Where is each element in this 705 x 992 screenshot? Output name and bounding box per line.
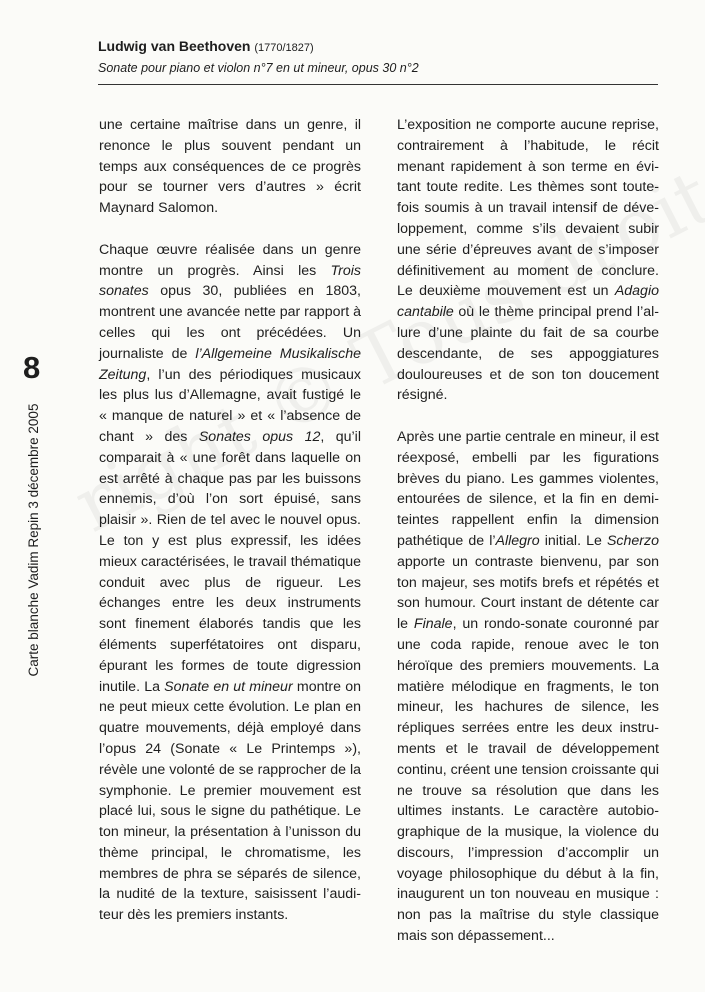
composer-heading xyxy=(98,36,658,58)
left-paragraph-2 xyxy=(99,240,361,926)
italic-run: l’Allgemeine Musikalische Zeitung xyxy=(99,345,361,383)
text-run: où le thème principal prend l’allure d’une plainte du fait de sa courbe descendante, de ses appoggiatures douloureuses et de son ton doucement résigné. xyxy=(397,304,659,404)
right-paragraph-1 xyxy=(397,115,659,406)
italic-run: Sonates opus 12 xyxy=(198,428,321,445)
right-paragraph-2 xyxy=(397,427,659,947)
italic-run: Trois sonates xyxy=(99,262,361,300)
page-header xyxy=(98,36,658,78)
text-run: L’exposition ne comporte aucune reprise, contrairement à l’habitude, le récit menant rapidement à son terme en évitant toute redite. Les thèmes sont toutefois soumis à un travail intensif de développement, comme s’ils devaient subir une série d’épreuves avant de s’imposer définitivement au moment de conclure. Le deuxième mouvement est un xyxy=(397,117,659,300)
italic-run: Allegro xyxy=(495,532,540,549)
text-run: Après une partie centrale en mineur, il est réexposé, embelli par les figurations brèves du piano. Les gammes violentes, entourées de silence, et la fin en demiteintes rappellent enfin la dimension pathétique de l’ xyxy=(397,428,659,549)
text-run: , un rondo-sonate couronné par une coda rapide, renoue avec le ton héroïque des premiers mouvements. La matière mélodique en fragments, le ton mineur, les hachures de silence, les répliques serrées entre les deux instruments et le travail de développement continu, créent une tension croissante qui ne trouve sa résolution que dans les ultimes instants. Le caractère autobiographique de la musique, la violence du discours, l’impression d’accomplir un voyage philosophique du début à la fin, inaugurent un ton nouveau en musique : non pas la maîtrise du style classique mais son dépassement... xyxy=(397,616,660,945)
side-caption: Carte blanche Vadim Repin 3 décembre 2005 xyxy=(26,403,41,677)
composer-dates: (1770/1827) xyxy=(254,42,314,54)
text-run: initial. Le xyxy=(539,532,607,549)
text-run: opus 30, publiées en 1803, montrent une avancée nette par rapport à celles qui les ont précédées. Un journaliste de xyxy=(99,283,361,362)
text-run: Chaque œuvre réalisée dans un genre montre un progrès. Ainsi les xyxy=(99,241,361,279)
text-run: , qu’il comparait à « une forêt dans laquelle on est arrêté à chaque pas par les buissons ennemis, d’où l’on sort épuisé, sans plaisir ». Rien de tel avec le nouvel opus. Le ton y est plus expressif, les idées mieux caractérisées, le travail thématique conduit avec plus de rigueur. Les échanges entre les deux instruments sont finement élaborés tandis que les éléments superfétatoires ont disparu, épurant les formes de toute digression inutile. La xyxy=(99,428,361,695)
text-run: montre on ne peut mieux cette évolution. Le plan en quatre mouvements, déjà employé dans l’opus 24 (Sonate « Le Printemps »), révèle une volonté de se rapprocher de la symphonie. Le premier mouvement est placé lui, sous le signe du pathétique. Le ton mineur, la présentation à l’unisson du thème principal, le chromatisme, les membres de phra se séparés de silence, la nudité de la texture, saisissent l’auditeur dès les premiers instants. xyxy=(99,678,361,924)
header-rule xyxy=(98,84,658,85)
work-title: Sonate pour piano et violon n°7 en ut mineur, opus 30 n°2 xyxy=(98,61,419,75)
italic-run: Sonate en ut mineur xyxy=(164,678,293,695)
italic-run: Adagio cantabile xyxy=(397,283,659,321)
composer-name: Ludwig van Beethoven xyxy=(98,38,251,54)
page-number: 8 xyxy=(23,350,41,385)
italic-run: Scherzo xyxy=(606,532,659,549)
left-column xyxy=(99,115,361,926)
italic-run: Finale xyxy=(413,616,453,633)
left-paragraph-1: une certaine maîtrise dans un genre, il renonce le plus souvent pendant un temps aux conséquences de ce progrès pour se tourner vers d’autres » écrit Maynard Salomon. xyxy=(99,117,361,217)
text-run: , l’un des périodiques musicaux les plus lus d’Allemagne, avait fustigé le « manque de naturel » et « l’absence de chant » des xyxy=(99,366,361,445)
right-column xyxy=(397,115,659,947)
text-run: apporte un contraste bienvenu, par son ton majeur, ses motifs brefs et répétés et son humour. Court instant de détente car le xyxy=(397,553,659,633)
